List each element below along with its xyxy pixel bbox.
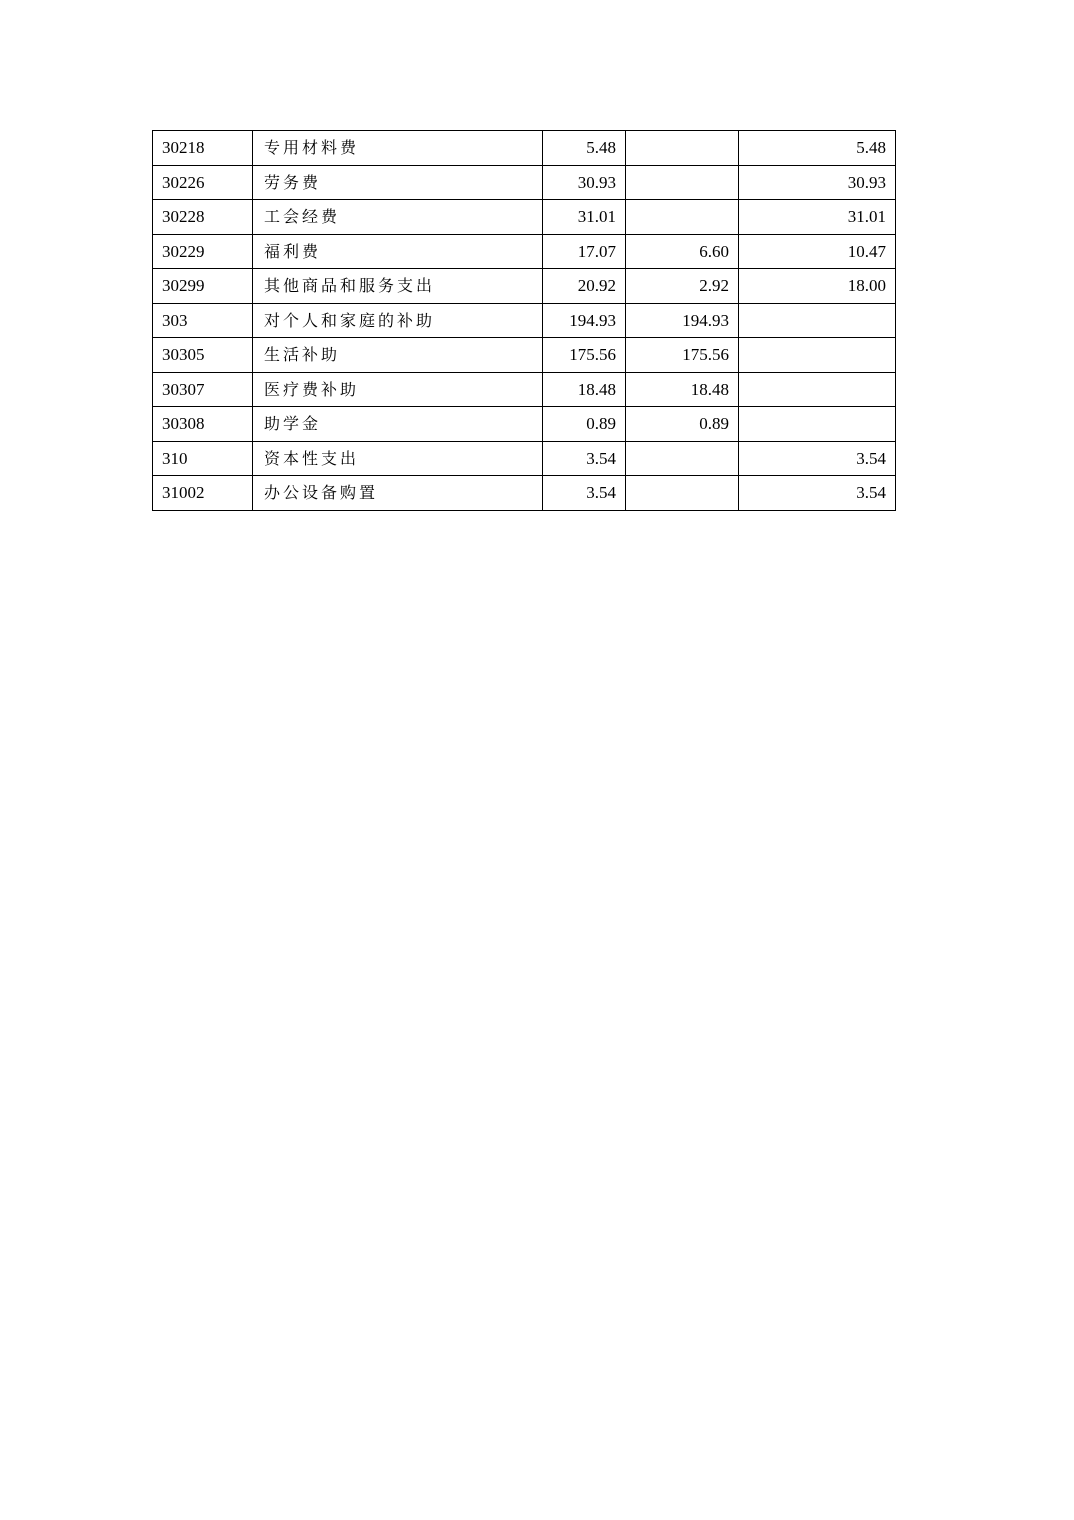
subject-name-cell: 生活补助 <box>253 338 543 373</box>
basic-expenditure-cell: 2.92 <box>626 269 739 304</box>
project-expenditure-cell <box>739 372 896 407</box>
table-row <box>153 165 896 200</box>
table-row <box>153 131 896 166</box>
subject-name-cell: 资本性支出 <box>253 441 543 476</box>
subject-code-cell: 30226 <box>153 165 253 200</box>
table-row <box>153 476 896 511</box>
total-amount-cell: 194.93 <box>543 303 626 338</box>
basic-expenditure-cell: 175.56 <box>626 338 739 373</box>
subject-code-cell: 30305 <box>153 338 253 373</box>
basic-expenditure-cell: 0.89 <box>626 407 739 442</box>
project-expenditure-cell: 18.00 <box>739 269 896 304</box>
table-row <box>153 269 896 304</box>
subject-code-cell: 30228 <box>153 200 253 235</box>
subject-code-cell: 31002 <box>153 476 253 511</box>
table-row <box>153 407 896 442</box>
subject-name-cell: 助学金 <box>253 407 543 442</box>
basic-expenditure-cell <box>626 131 739 166</box>
total-amount-cell: 3.54 <box>543 441 626 476</box>
total-amount-cell: 3.54 <box>543 476 626 511</box>
subject-code-cell: 30307 <box>153 372 253 407</box>
total-amount-cell: 17.07 <box>543 234 626 269</box>
total-amount-cell: 18.48 <box>543 372 626 407</box>
total-amount-cell: 30.93 <box>543 165 626 200</box>
project-expenditure-cell: 30.93 <box>739 165 896 200</box>
basic-expenditure-cell <box>626 476 739 511</box>
project-expenditure-cell <box>739 338 896 373</box>
total-amount-cell: 31.01 <box>543 200 626 235</box>
basic-expenditure-cell: 194.93 <box>626 303 739 338</box>
expenditure-table-body <box>153 131 896 511</box>
subject-code-cell: 30218 <box>153 131 253 166</box>
subject-name-cell: 办公设备购置 <box>253 476 543 511</box>
subject-name-cell: 对个人和家庭的补助 <box>253 303 543 338</box>
total-amount-cell: 20.92 <box>543 269 626 304</box>
subject-code-cell: 30229 <box>153 234 253 269</box>
basic-expenditure-cell <box>626 441 739 476</box>
subject-name-cell: 劳务费 <box>253 165 543 200</box>
total-amount-cell: 0.89 <box>543 407 626 442</box>
subject-code-cell: 30308 <box>153 407 253 442</box>
project-expenditure-cell: 5.48 <box>739 131 896 166</box>
project-expenditure-cell: 3.54 <box>739 476 896 511</box>
project-expenditure-cell <box>739 303 896 338</box>
total-amount-cell: 175.56 <box>543 338 626 373</box>
basic-expenditure-cell: 18.48 <box>626 372 739 407</box>
subject-name-cell: 医疗费补助 <box>253 372 543 407</box>
subject-name-cell: 其他商品和服务支出 <box>253 269 543 304</box>
table-row <box>153 234 896 269</box>
project-expenditure-cell: 3.54 <box>739 441 896 476</box>
project-expenditure-cell: 10.47 <box>739 234 896 269</box>
basic-expenditure-cell <box>626 200 739 235</box>
basic-expenditure-cell: 6.60 <box>626 234 739 269</box>
subject-name-cell: 工会经费 <box>253 200 543 235</box>
expenditure-table <box>152 130 896 511</box>
table-row <box>153 200 896 235</box>
project-expenditure-cell: 31.01 <box>739 200 896 235</box>
table-row <box>153 303 896 338</box>
total-amount-cell: 5.48 <box>543 131 626 166</box>
subject-code-cell: 303 <box>153 303 253 338</box>
subject-code-cell: 30299 <box>153 269 253 304</box>
table-row <box>153 441 896 476</box>
table-row <box>153 338 896 373</box>
subject-name-cell: 福利费 <box>253 234 543 269</box>
table-row <box>153 372 896 407</box>
subject-name-cell: 专用材料费 <box>253 131 543 166</box>
project-expenditure-cell <box>739 407 896 442</box>
basic-expenditure-cell <box>626 165 739 200</box>
subject-code-cell: 310 <box>153 441 253 476</box>
